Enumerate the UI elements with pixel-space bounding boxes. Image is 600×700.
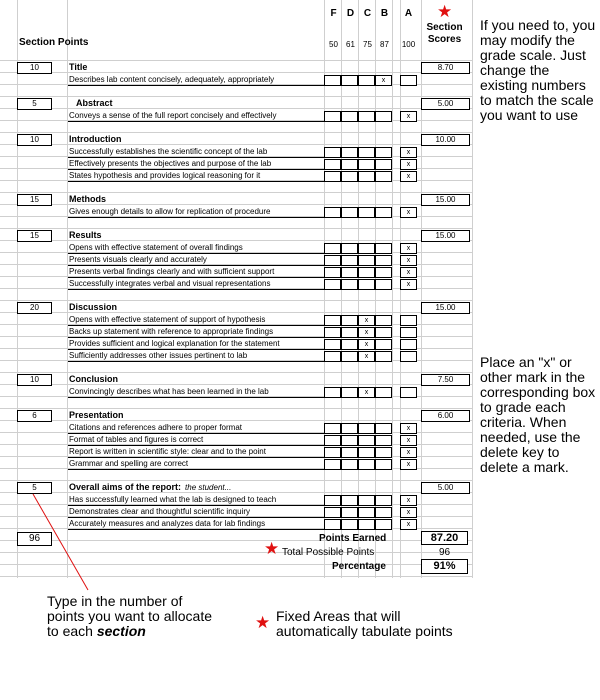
section-title: Abstract xyxy=(76,98,113,108)
criterion-label: Opens with effective statement of support of hypothesis xyxy=(69,315,266,324)
criterion-label: Successfully integrates verbal and visual representations xyxy=(69,279,271,288)
grade-letter-c: C xyxy=(363,8,372,19)
criterion-label: Presents verbal findings clearly and with sufficient support xyxy=(69,267,275,276)
section-title: Overall aims of the report: the student... xyxy=(69,482,232,492)
section-title: Discussion xyxy=(69,302,118,312)
section-points-input[interactable]: 10 xyxy=(17,62,52,74)
section-points-input[interactable]: 5 xyxy=(17,98,52,110)
grade-box-a[interactable]: x xyxy=(400,267,417,278)
mark-boxes-note: Place an "x" or other mark in the corresponding box to grade each criteria. When needed, use the delete key to delete a mark. xyxy=(480,354,596,475)
grade-box-a[interactable]: x xyxy=(400,243,417,254)
pointer-line-segment xyxy=(33,494,88,590)
total-points-cell[interactable]: 96 xyxy=(17,532,52,546)
section-title: Presentation xyxy=(69,410,124,420)
criterion-label: Has successfully learned what the lab is designed to teach xyxy=(69,495,277,504)
fixed-area-star-icon: ★ xyxy=(264,539,280,558)
points-help-emphasis: section xyxy=(96,623,146,639)
grade-box-a[interactable]: x xyxy=(400,507,417,518)
grade-scale-note: If you need to, you may modify the grade scale. Just change the existing numbers to match the scale you want to use xyxy=(480,17,596,123)
grade-box-a[interactable]: x xyxy=(400,459,417,470)
section-title: Introduction xyxy=(69,134,122,144)
grade-box-a[interactable]: x xyxy=(400,423,417,434)
criterion-label: Sufficiently addresses other issues pertinent to lab xyxy=(69,351,248,360)
grade-box-c[interactable]: x xyxy=(358,315,375,326)
section-score: 10.00 xyxy=(421,134,470,146)
section-points-input[interactable]: 15 xyxy=(17,230,52,242)
grade-box-a[interactable]: x xyxy=(400,519,417,530)
grade-letter-d: D xyxy=(346,8,355,19)
criterion-label: Conveys a sense of the full report concisely and effectively xyxy=(69,111,277,120)
grade-box-c[interactable]: x xyxy=(358,339,375,350)
grade-box-a[interactable]: x xyxy=(400,495,417,506)
section-points-header: Section Points xyxy=(19,37,89,48)
criterion-label: Accurately measures and analyzes data for lab findings xyxy=(69,519,266,528)
grade-box-a[interactable]: x xyxy=(400,159,417,170)
section-score: 8.70 xyxy=(421,62,470,74)
criterion-label: Describes lab content concisely, adequately, appropriately xyxy=(69,75,275,84)
criterion-label: Backs up statement with reference to appropriate findings xyxy=(69,327,274,336)
total-possible-value: 96 xyxy=(438,547,451,558)
criterion-label: Successfully establishes the scientific concept of the lab xyxy=(69,147,268,156)
grade-box-a[interactable]: x xyxy=(400,447,417,458)
section-title: Title xyxy=(69,62,88,72)
grade-letter-a: A xyxy=(404,8,413,19)
section-score: 7.50 xyxy=(421,374,470,386)
points-help-note: Type in the number of points you want to allocate to each section xyxy=(47,593,212,639)
grade-value-c[interactable]: 75 xyxy=(363,40,372,49)
criterion-label: Effectively presents the objectives and purpose of the lab xyxy=(69,159,272,168)
criterion-label: Report is written in scientific style: clear and to the point xyxy=(69,447,266,456)
section-score: 15.00 xyxy=(421,230,470,242)
fixed-area-legend-star-icon: ★ xyxy=(255,613,271,632)
total-possible-label: Total Possible Points xyxy=(282,547,375,558)
section-points-input[interactable]: 10 xyxy=(17,374,52,386)
grade-box-a[interactable]: x xyxy=(400,255,417,266)
section-title-suffix: the student... xyxy=(185,483,232,492)
criterion-label: Provides sufficient and logical explanation for the statement xyxy=(69,339,280,348)
fixed-areas-note: Fixed Areas that will automatically tabulate points xyxy=(276,608,453,639)
grade-value-b[interactable]: 87 xyxy=(380,40,389,49)
section-title: Methods xyxy=(69,194,106,204)
section-title: Conclusion xyxy=(69,374,118,384)
grade-box-c[interactable]: x xyxy=(358,351,375,362)
grade-box-a[interactable]: x xyxy=(400,171,417,182)
grade-box-a[interactable]: x xyxy=(400,207,417,218)
grade-box-b[interactable]: x xyxy=(375,75,392,86)
section-points-input[interactable]: 6 xyxy=(17,410,52,422)
grade-box-a[interactable]: x xyxy=(400,435,417,446)
criterion-label: Grammar and spelling are correct xyxy=(69,459,189,468)
criterion-label: States hypothesis and provides logical reasoning for it xyxy=(69,171,261,180)
grade-letter-f: F xyxy=(330,8,337,19)
points-earned-value: 87.20 xyxy=(421,531,468,545)
section-title: Results xyxy=(69,230,102,240)
section-score: 15.00 xyxy=(421,302,470,314)
criterion-label: Demonstrates clear and thoughtful scientific inquiry xyxy=(69,507,250,516)
percentage-value: 91% xyxy=(421,559,468,574)
criterion-label: Format of tables and figures is correct xyxy=(69,435,204,444)
section-points-input[interactable]: 10 xyxy=(17,134,52,146)
section-score: 5.00 xyxy=(421,98,470,110)
grade-value-a[interactable]: 100 xyxy=(401,40,416,49)
grade-box-c[interactable]: x xyxy=(358,327,375,338)
grade-box-a[interactable]: x xyxy=(400,147,417,158)
criterion-label: Convincingly describes what has been learned in the lab xyxy=(69,387,269,396)
grade-letter-b: B xyxy=(380,8,389,19)
criterion-label: Gives enough details to allow for replication of procedure xyxy=(69,207,271,216)
section-points-input[interactable]: 20 xyxy=(17,302,52,314)
grade-value-f[interactable]: 50 xyxy=(329,40,338,49)
fixed-area-star-icon: ★ xyxy=(437,2,453,21)
grade-box-a[interactable]: x xyxy=(400,111,417,122)
section-scores-header: Section Scores xyxy=(426,22,463,45)
grade-box-a[interactable]: x xyxy=(400,279,417,290)
points-earned-label: Points Earned xyxy=(319,533,387,544)
section-score: 6.00 xyxy=(421,410,470,422)
grade-value-d[interactable]: 61 xyxy=(346,40,355,49)
criterion-label: Citations and references adhere to proper format xyxy=(69,423,242,432)
section-points-input[interactable]: 15 xyxy=(17,194,52,206)
section-points-input[interactable]: 5 xyxy=(17,482,52,494)
grade-box-c[interactable]: x xyxy=(358,387,375,398)
percentage-label: Percentage xyxy=(332,561,386,572)
section-score: 5.00 xyxy=(421,482,470,494)
section-score: 15.00 xyxy=(421,194,470,206)
criterion-label: Opens with effective statement of overall findings xyxy=(69,243,243,252)
criterion-label: Presents visuals clearly and accurately xyxy=(69,255,207,264)
